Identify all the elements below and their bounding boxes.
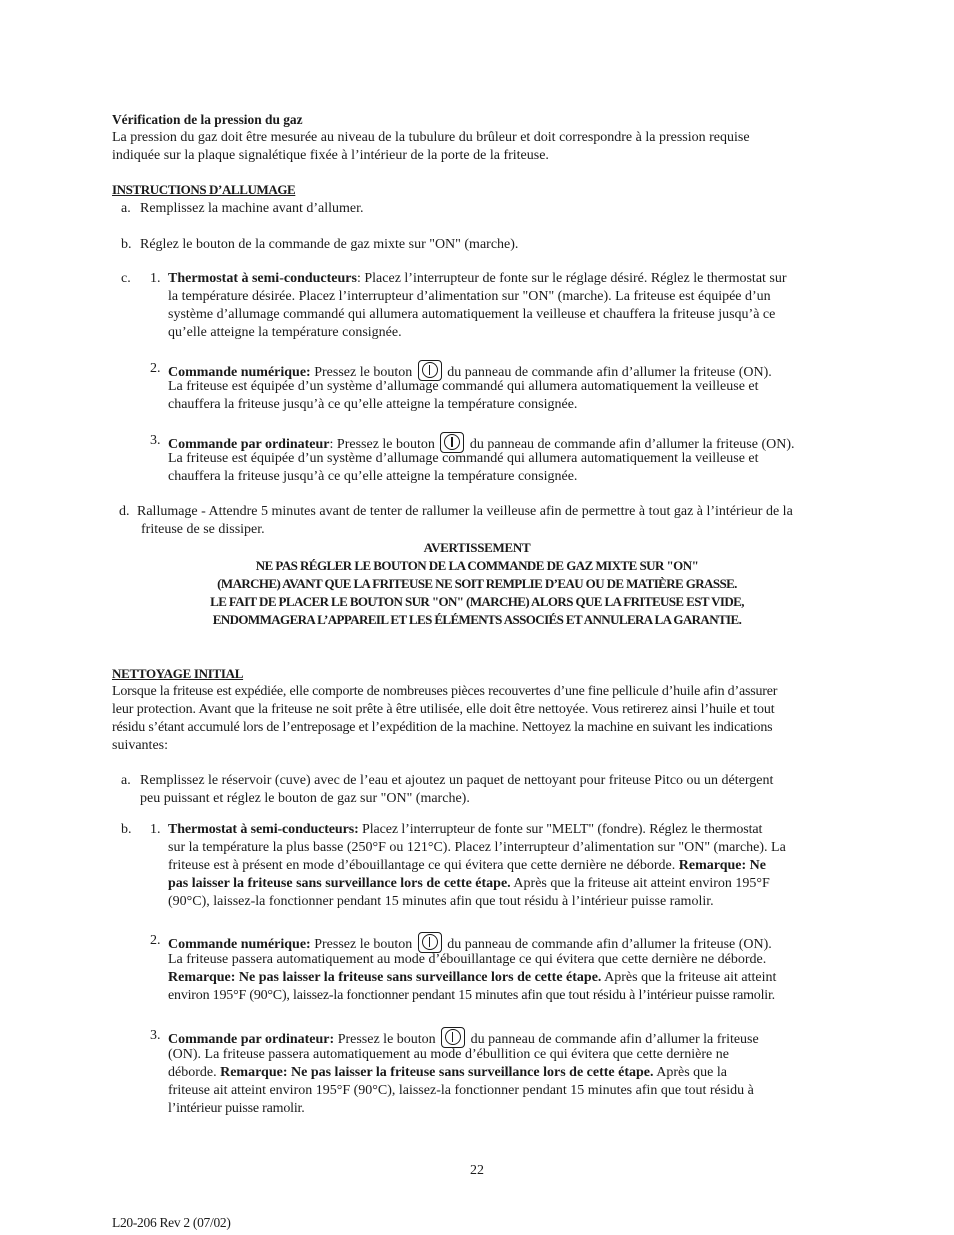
power-button-icon bbox=[441, 1027, 465, 1048]
cleaning-b2-pre: Pressez le bouton bbox=[310, 937, 413, 952]
lighting-c1-text: : Placez l’interrupteur de fonte sur le réglage désiré. Réglez le thermostat sur bbox=[356, 271, 787, 286]
lighting-heading: INSTRUCTIONS D’ALLUMAGE bbox=[112, 182, 296, 197]
list-marker: c. bbox=[121, 271, 131, 286]
cleaning-b2-line bbox=[168, 969, 776, 987]
lighting-c1-bold: Thermostat à semi-conducteurs bbox=[168, 271, 357, 286]
gas-pressure-heading: Vérification de la pression du gaz bbox=[112, 112, 303, 127]
lighting-c2-pre: Pressez le bouton bbox=[310, 365, 413, 380]
list-marker: 1. bbox=[150, 822, 161, 837]
cleaning-b3-text: Après que la bbox=[653, 1065, 727, 1080]
list-marker: b. bbox=[121, 822, 132, 837]
list-marker: 2. bbox=[150, 361, 161, 376]
list-marker: 3. bbox=[150, 1028, 161, 1043]
warning-line: (MARCHE) AVANT QUE LA FRITEUSE NE SOIT REMPLIE D’EAU OU DE MATIÈRE GRASSE. bbox=[217, 576, 737, 591]
cleaning-heading: NETTOYAGE INITIAL bbox=[112, 666, 244, 681]
lighting-c2-bold: Commande numérique: bbox=[168, 365, 311, 380]
cleaning-b3-bold: Commande par ordinateur: bbox=[168, 1032, 335, 1047]
cleaning-b3-pre: Pressez le bouton bbox=[334, 1032, 436, 1047]
cleaning-a-line: Remplissez le réservoir (cuve) avec de l’eau et ajoutez un paquet de nettoyant pour friteuse Pitco ou un détergent bbox=[140, 773, 774, 788]
power-button-icon bbox=[418, 932, 442, 953]
list-marker: d. bbox=[119, 504, 130, 519]
list-marker: 1. bbox=[150, 271, 161, 286]
lighting-step-b: Réglez le bouton de la commande de gaz mixte sur "ON" (marche). bbox=[140, 237, 519, 252]
cleaning-b3-line: (ON). La friteuse passera automatiquement au mode d’ébullition ce qui évitera que cette dernière ne bbox=[168, 1047, 729, 1062]
warning-line: NE PAS RÉGLER LE BOUTON DE LA COMMANDE DE GAZ MIXTE SUR "ON" bbox=[255, 558, 699, 573]
warning-line: LE FAIT DE PLACER LE BOUTON SUR "ON" (MARCHE) ALORS QUE LA FRITEUSE EST VIDE, bbox=[210, 594, 744, 609]
lighting-c3-post: du panneau de commande afin d’allumer la friteuse (ON). bbox=[469, 437, 795, 452]
lighting-c2-line: chauffera la friteuse jusqu’à ce qu’elle atteigne la température consignée. bbox=[168, 397, 578, 412]
cleaning-b3-line bbox=[168, 1064, 727, 1082]
cleaning-b3-post: du panneau de commande afin d’allumer la friteuse bbox=[470, 1032, 759, 1047]
lighting-c1-line: système d’allumage commandé qui allumera automatiquement la veilleuse et chauffera la friteuse jusqu’à ce bbox=[168, 307, 776, 322]
lighting-c3-pre: : Pressez le bouton bbox=[329, 437, 435, 452]
cleaning-intro-line: résidu s’étant accumulé lors de l’entreposage et l’expédition de la machine. Nettoyez la machine en suivant les indications bbox=[112, 720, 773, 735]
cleaning-intro-line: suivantes: bbox=[112, 738, 168, 753]
cleaning-b2-note: Remarque: Ne pas laisser la friteuse sans surveillance lors de cette étape. bbox=[168, 970, 602, 985]
lighting-c1-line: qu’elle atteigne la température consignée. bbox=[168, 325, 402, 340]
list-marker: 2. bbox=[150, 933, 161, 948]
cleaning-b2-post: du panneau de commande afin d’allumer la friteuse (ON). bbox=[447, 937, 772, 952]
cleaning-b1-text: Après que la friteuse ait atteint environ 195°F bbox=[510, 876, 770, 891]
list-marker: 3. bbox=[150, 433, 161, 448]
lighting-step-a: Remplissez la machine avant d’allumer. bbox=[140, 201, 364, 216]
warning-title: AVERTISSEMENT bbox=[423, 540, 531, 555]
lighting-c3-bold: Commande par ordinateur bbox=[168, 437, 330, 452]
cleaning-b1-bold: Thermostat à semi-conducteurs: bbox=[168, 822, 359, 837]
lighting-c2-line: La friteuse est équipée d’un système d’allumage commandé qui allumera automatiquement la veilleuse et bbox=[168, 379, 759, 394]
page-number: 22 bbox=[470, 1163, 484, 1178]
document-reference: L20-206 Rev 2 (07/02) bbox=[112, 1215, 231, 1230]
lighting-c3-line: La friteuse est équipée d’un système d’allumage commandé qui allumera automatiquement la veilleuse et bbox=[168, 451, 759, 466]
cleaning-b1-text: friteuse est à présent en mode d’ébouillantage ce qui évitera que cette dernière ne déborde. bbox=[168, 858, 676, 873]
cleaning-b3-note: Remarque: Ne pas laisser la friteuse sans surveillance lors de cette étape. bbox=[220, 1065, 654, 1080]
gas-pressure-line: La pression du gaz doit être mesurée au niveau de la tubulure du brûleur et doit correspondre à la pression requise bbox=[112, 130, 750, 145]
lighting-c3-line: chauffera la friteuse jusqu’à ce qu’elle atteigne la température consignée. bbox=[168, 469, 578, 484]
lighting-d-line: Rallumage - Attendre 5 minutes avant de tenter de rallumer la veilleuse afin de permettre à tout gaz à l’intérieur de la bbox=[137, 504, 793, 519]
cleaning-intro-line: leur protection. Avant que la friteuse ne soit prête à être utilisée, elle doit être nettoyée. Vous retirerez ainsi l’huile et tout bbox=[112, 702, 775, 717]
cleaning-b1-line bbox=[168, 821, 762, 839]
cleaning-b1-line: sur la température la plus basse (250°F ou 121°C). Placez l’interrupteur d’alimentation sur "ON" (marche). La bbox=[168, 840, 786, 855]
cleaning-b2-bold: Commande numérique: bbox=[168, 937, 311, 952]
lighting-d-line: friteuse de se dissiper. bbox=[141, 522, 265, 537]
list-marker: b. bbox=[121, 237, 132, 252]
cleaning-b1-note: pas laisser la friteuse sans surveillance lors de cette étape. bbox=[168, 876, 511, 891]
gas-pressure-line: indiquée sur la plaque signalétique fixée à l’intérieur de la porte de la friteuse. bbox=[112, 148, 549, 163]
cleaning-b1-line: (90°C), laissez-la fonctionner pendant 15 minutes afin que tout résidu à l’intérieur puisse ramolir. bbox=[168, 894, 714, 909]
list-marker: a. bbox=[121, 201, 131, 216]
lighting-c1-line: la température désirée. Placez l’interrupteur d’alimentation sur "ON" (marche). La friteuse est équipée d’un bbox=[168, 289, 771, 304]
cleaning-b1-line bbox=[168, 857, 766, 875]
cleaning-b2-line: La friteuse passera automatiquement au mode d’ébouillantage ce qui évitera que cette dernière ne déborde. bbox=[168, 952, 767, 967]
warning-line: ENDOMMAGERA L’APPAREIL ET LES ÉLÉMENTS ASSOCIÉS ET ANNULERA LA GARANTIE. bbox=[212, 612, 742, 627]
cleaning-b3-line: l’intérieur puisse ramolir. bbox=[168, 1101, 305, 1116]
cleaning-intro-line: Lorsque la friteuse est expédiée, elle comporte de nombreuses pièces recouvertes d’une fine pellicule d’huile afin d’assurer bbox=[112, 684, 778, 699]
lighting-c1-line bbox=[168, 270, 787, 288]
lighting-c2-post: du panneau de commande afin d’allumer la friteuse (ON). bbox=[447, 365, 772, 380]
list-marker: a. bbox=[121, 773, 131, 788]
cleaning-b1-text: Placez l’interrupteur de fonte sur "MELT" (fondre). Réglez le thermostat bbox=[358, 822, 763, 837]
cleaning-b1-note: Remarque: Ne bbox=[675, 858, 766, 873]
cleaning-b1-line bbox=[168, 875, 770, 893]
cleaning-b3-text: déborde. bbox=[168, 1065, 221, 1080]
cleaning-b2-text: Après que la friteuse ait atteint bbox=[601, 970, 777, 985]
cleaning-b2-line: environ 195°F (90°C), laissez-la fonctionner pendant 15 minutes afin que tout résidu à l’intérieur puisse ramolir. bbox=[168, 988, 775, 1003]
cleaning-a-line: peu puissant et réglez le bouton de gaz sur "ON" (marche). bbox=[140, 791, 470, 806]
cleaning-b3-line: friteuse ait atteint environ 195°F (90°C), laissez-la fonctionner pendant 15 minutes afin que tout résidu à bbox=[168, 1083, 754, 1098]
